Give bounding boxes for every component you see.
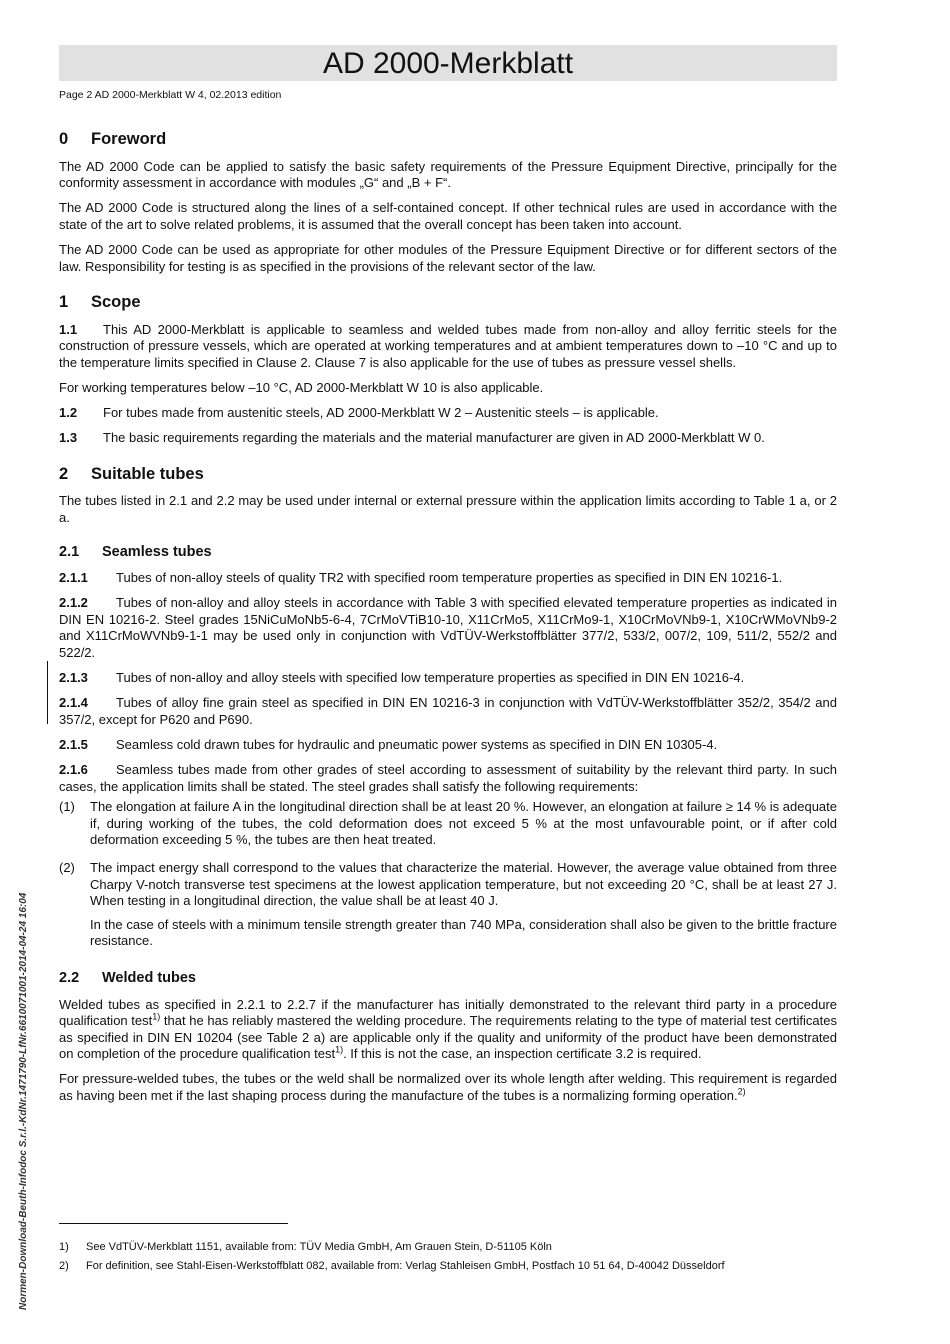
subsection-heading-welded: 2.2 Welded tubes [59,969,196,986]
page-reference: Page 2 AD 2000-Merkblatt W 4, 02.2013 edition [59,89,282,101]
paragraph: The tubes listed in 2.1 and 2.2 may be used under internal or external pressure within the application limits according to Table 1 a, or 2 a. [59,493,837,525]
clause-1-2: 1.2 For tubes made from austenitic steels, AD 2000-Merkblatt W 2 – Austenitic steels – is applicable. [59,405,659,421]
clause-2-1-3: 2.1.3 Tubes of non-alloy and alloy steels with specified low temperature properties as specified in DIN EN 10216-4. [59,670,745,686]
requirement-item: (2) The impact energy shall correspond to the values that characterize the material. However, the average value obtained from three Charpy V-notch transverse test specimens at the lowest application temperature, but not exceeding 20 °C, shall be at least 27 J. When testing in a longitudinal direction, the value shall be at least 40 J. In the case of steels with a minimum tensile strength greater than 740 MPa, consideration shall also be given to the brittle fracture resistance. [59,860,837,949]
clause-2-1-2: 2.1.2 Tubes of non-alloy and alloy steels in accordance with Table 3 with specified elevated temperature properties as indicated in DIN EN 10216-2. Steel grades 15NiCuMoNb5-6-4, 7CrMoVTiB10-10, X11CrMo5, X11CrMo9-1, X10CrMoVNb9-1, X10CrWMoVNb9-2 and X11CrMoWVNb9-1-1 may be used only in conjunction with VdTÜV-Werkstoffblätter 377/2, 533/2, 007/2, 109, 511/2, 552/2 and 522/2. [59,595,837,661]
document-title: AD 2000-Merkblatt [322,47,574,80]
clause-2-1-5: 2.1.5 Seamless cold drawn tubes for hydraulic and pneumatic power systems as specified in DIN EN 10305-4. [59,736,718,752]
document-body [59,131,837,1113]
paragraph: The AD 2000 Code is structured along the lines of a self-contained concept. If other technical rules are used in accordance with the state of the art to solve related problems, it is assumed that the overall concept has been taken into account. [59,200,837,232]
footnote-ref: 1) [152,1011,161,1022]
footnote-divider [59,1223,288,1224]
paragraph: For working temperatures below –10 °C, AD 2000-Merkblatt W 10 is also applicable. [59,380,544,396]
clause-2-1-1: 2.1.1 Tubes of non-alloy steels of quality TR2 with specified room temperature properties as specified in DIN EN 10216-1. [59,570,783,586]
section-heading-suitable-tubes: 2 Suitable tubes [59,464,204,483]
paragraph: Welded tubes as specified in 2.2.1 to 2.2.7 if the manufacturer has initially demonstrated to the relevant third party in a procedure qualification test$^{1)}$ that he has reliably mastered the welding procedure. The requirements relating to the type of material test certificates as specified in DIN EN 10204 (see Table 2 a) are applicable only if the quality and uniformity of the product have been demonstrated on completion of the procedure qualification test$^{1)}$. If this is not the case, an inspection certificate 3.2 is required. [59,996,837,1062]
footnote-ref: 2) [737,1086,746,1097]
footnote: 1) See VdTÜV-Merkblatt 1151, available from: TÜV Media GmbH, Am Grauen Stein, D-51105 Köln [59,1241,552,1253]
paragraph: The AD 2000 Code can be applied to satisfy the basic safety requirements of the Pressure Equipment Directive, principally for the conformity assessment in accordance with modules „G“ and „B + F“. [59,158,837,191]
paragraph: The AD 2000 Code can be used as appropriate for other modules of the Pressure Equipment Directive or for different sectors of the law. Responsibility for testing is as specified in the provisions of the relevant sector of the law. [59,241,837,274]
footnote-ref: 1) [335,1045,344,1056]
footnote: 2) For definition, see Stahl-Eisen-Werkstoffblatt 082, available from: Verlag Stahleisen GmbH, Postfach 10 51 64, D-40042 Düsseldorf [59,1260,725,1272]
document-header-bar [59,45,837,81]
footnotes [59,1241,859,1279]
clause-1-1: 1.1 This AD 2000-Merkblatt is applicable to seamless and welded tubes made from non-alloy and alloy ferritic steels for the construction of pressure vessels, which are operated at working temperatures and at ambient temperatures down to –10 °C and up to the temperature limits specified in Clause 2. Clause 7 is also applicable for the use of tubes as pressure vessel shells. [59,321,837,370]
clause-2-1-6: 2.1.6 Seamless tubes made from other grades of steel according to assessment of suitability by the relevant third party. In such cases, the application limits shall be stated. The steel grades shall satisfy the following requirements: [59,762,837,794]
section-heading-scope: 1 Scope [59,293,141,312]
requirement-item: (1) The elongation at failure A in the longitudinal direction shall be at least 20 %. However, an elongation at failure ≥ 14 % is adequate if, during working of the tubes, the cold deformation does not exceed 5 % at the most unfavourable point, or if after cold deformation exceeding 5 %, the tubes are then heat treated. [59,799,837,848]
clause-1-3: 1.3 The basic requirements regarding the materials and the material manufacturer are given in AD 2000-Merkblatt W 0. [59,430,765,446]
change-bar [47,661,48,724]
paragraph: For pressure-welded tubes, the tubes or the weld shall be normalized over its whole length after welding. This requirement is regarded as having been met if the last shaping process during the manufacture of the tubes is a normalizing forming operation.$^{2)}$ [59,1071,837,1104]
clause-2-1-4: 2.1.4 Tubes of alloy fine grain steel as specified in DIN EN 10216-3 in conjunction with VdTÜV-Werkstoffblätter 352/2, 354/2 and 357/2, except for P620 and P690. [59,695,837,727]
section-heading-foreword: 0 Foreword [59,130,167,148]
download-watermark: Normen-Download-Beuth-Infodoc S.r.l.-KdNr.1471790-LfNr.6610071001-2014-04-24 16:04 [18,892,29,1310]
subsection-heading-seamless: 2.1 Seamless tubes [59,543,212,560]
